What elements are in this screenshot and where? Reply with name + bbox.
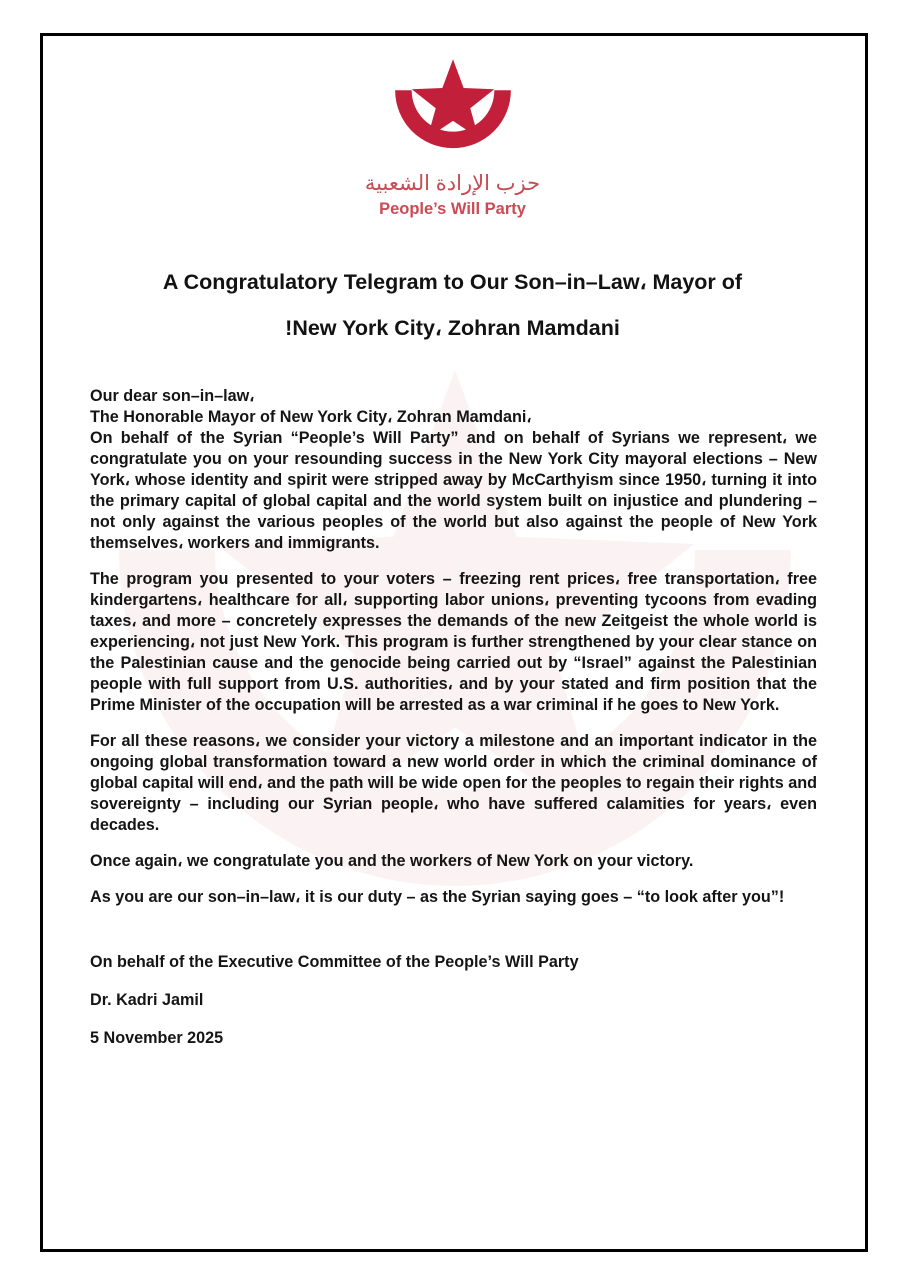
party-name-english: People’s Will Party <box>379 200 526 218</box>
salutation-line-1: Our dear son–in–law، <box>90 387 255 405</box>
party-name-arabic: حزب الإرادة الشعبية <box>364 172 541 195</box>
signature-date: 5 November 2025 <box>90 1029 224 1047</box>
document-title <box>60 259 845 351</box>
signature-organization: On behalf of the Executive Committee of the People’s Will Party <box>90 953 579 971</box>
title-line-1: A Congratulatory Telegram to Our Son–in–Law، Mayor of <box>162 270 743 294</box>
paragraph-1: On behalf of the Syrian “People’s Will Party” and on behalf of Syrians we represent، we congratulate you on your resounding success in the New York City mayoral elections – New York، whose identity and spirit were stripped away by McCarthyism since 1950، turning it into the primary capital of global capital and the world system built on injustice and plundering – not only against the various peoples of the world but also against the people of New York themselves، workers and immigrants. <box>90 429 817 552</box>
signature-name: Dr. Kadri Jamil <box>90 991 204 1009</box>
paragraph-3: For all these reasons، we consider your victory a milestone and an important indicator in the ongoing global transformation toward a new world order in which the criminal dominance of global capital will end، and the path will be wide open for the peoples to regain their rights and sovereignty – including our Syrian people، who have suffered calamities for years، even decades. <box>90 732 817 834</box>
paragraph-2: The program you presented to your voters – freezing rent prices، free transportation، free kindergartens، healthcare for all، supporting labor unions، preventing tycoons from evading taxes، and more – concretely expresses the demands of the new Zeitgeist the whole world is experiencing، not just New York. This program is further strengthened by your clear stance on the Palestinian cause and the genocide being carried out by “Israel” against the Palestinian people with full support from U.S. authorities، and by your stated and firm position that the Prime Minister of the occupation will be arrested as a war criminal if he goes to New York. <box>90 570 817 714</box>
salutation-line-2: The Honorable Mayor of New York City، Zohran Mamdani، <box>90 408 532 426</box>
title-line-2: !New York City، Zohran Mamdani <box>285 316 620 340</box>
letter-body <box>90 386 817 1049</box>
paragraph-5: As you are our son–in–law، it is our duty – as the Syrian saying goes – “to look after you”! <box>90 888 785 906</box>
letterhead <box>0 55 905 220</box>
star-and-crescent-icon <box>391 55 515 169</box>
paragraph-4: Once again، we congratulate you and the workers of New York on your victory. <box>90 852 694 870</box>
